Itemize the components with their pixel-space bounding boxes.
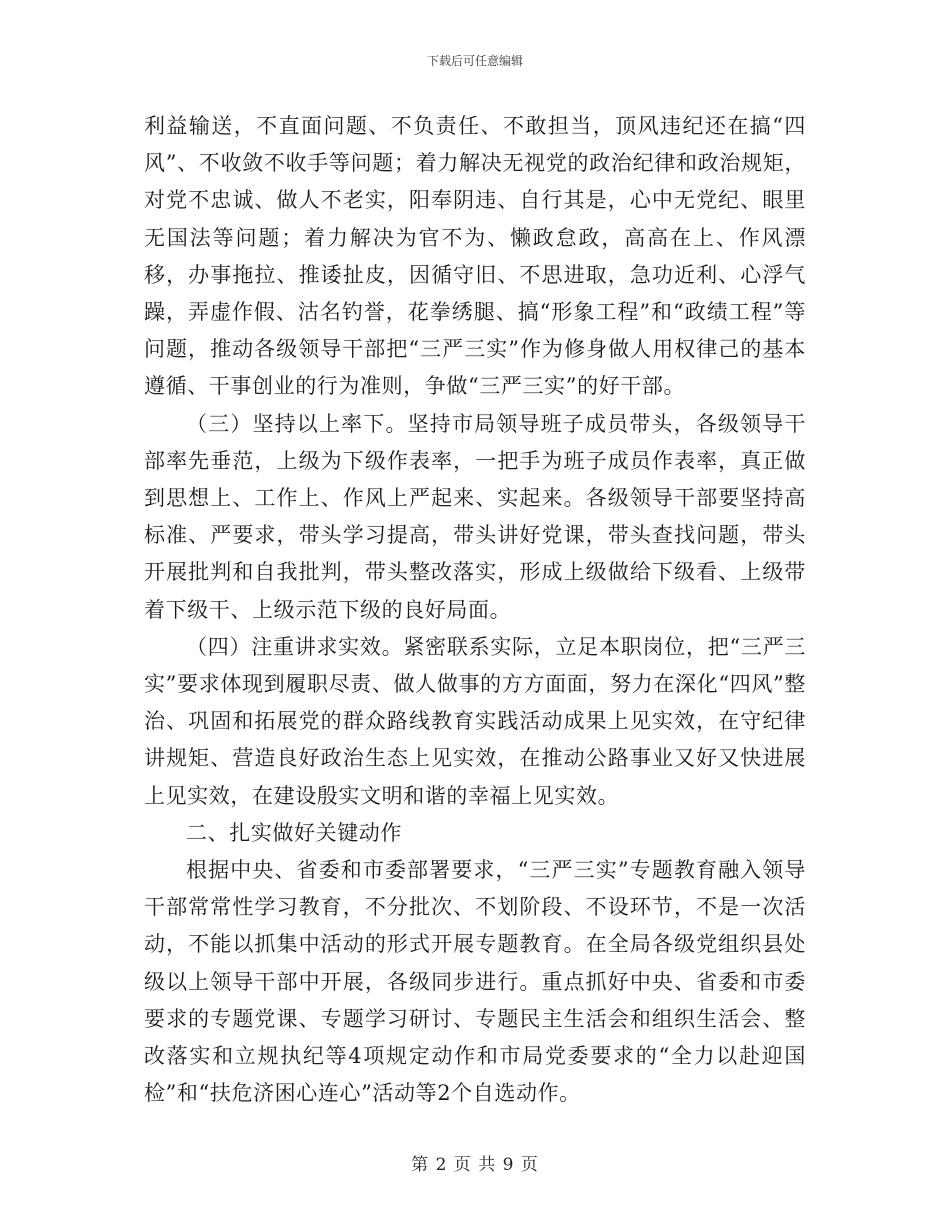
paragraph-continuation: 利益输送，不直面问题、不负责任、不敢担当，顶风违纪还在搞“四风”、不收敛不收手等问题；着力解决无视党的政治纪律和政治规矩，对党不忠诚、做人不老实，阳奉阴违、自行其是，心中无党纪、眼里无国法等问题；着力解决为官不为、懒政怠政，高高在上、作风漂移，办事拖拉、推诿扯皮，因循守旧、不思进取，急功近利、心浮气躁，弄虚作假、沽名钓誉，花拳绣腿、搞“形象工程”和“政绩工程”等问题，推动各级领导干部把“三严三实”作为修身做人用权律己的基本遵循、干事创业的行为准则，争做“三严三实”的好干部。 <box>144 114 806 399</box>
paragraph-section-four: （四）注重讲求实效。紧密联系实际，立足本职岗位，把“三严三实”要求体现到履职尽责、做人做事的方方面面，努力在深化“四风”整治、巩固和拓展党的群众路线教育实践活动成果上见实效，在守纪律讲规矩、营造良好政治生态上见实效，在推动公路事业又好又快进展上见实效，在建设殷实文明和谐的幸福上见实效。 <box>144 634 806 808</box>
section-heading: 二、扎实做好关键动作 <box>186 820 402 845</box>
paragraph-section-three: （三）坚持以上率下。坚持市局领导班子成员带头，各级领导干部率先垂范，上级为下级作表率，一把手为班子成员作表率，真正做到思想上、工作上、作风上严起来、实起来。各级领导干部要坚持高标准、严要求，带头学习提高，带头讲好党课，带头查找问题，带头开展批判和自我批判，带头整改落实，形成上级做给下级看、上级带着下级干、上级示范下级的良好局面。 <box>144 411 806 622</box>
document-body <box>144 108 806 1112</box>
page-number-footer: 第 2 页 共 9 页 <box>411 1155 539 1175</box>
page-header-note: 下载后可任意编辑 <box>426 54 523 68</box>
paragraph-key-actions: 根据中央、省委和市委部署要求，“三严三实”专题教育融入领导干部常常性学习教育，不分批次、不划阶段、不设环节，不是一次活动，不能以抓集中活动的形式开展专题教育。在全局各级党组织县处级以上领导干部中开展，各级同步进行。重点抓好中央、省委和市委要求的专题党课、专题学习研讨、专题民主生活会和组织生活会、整改落实和立规执纪等4项规定动作和市局党委要求的“全力以赴迎国检”和“扶危济困心连心”活动等2个自选动作。 <box>144 858 806 1106</box>
